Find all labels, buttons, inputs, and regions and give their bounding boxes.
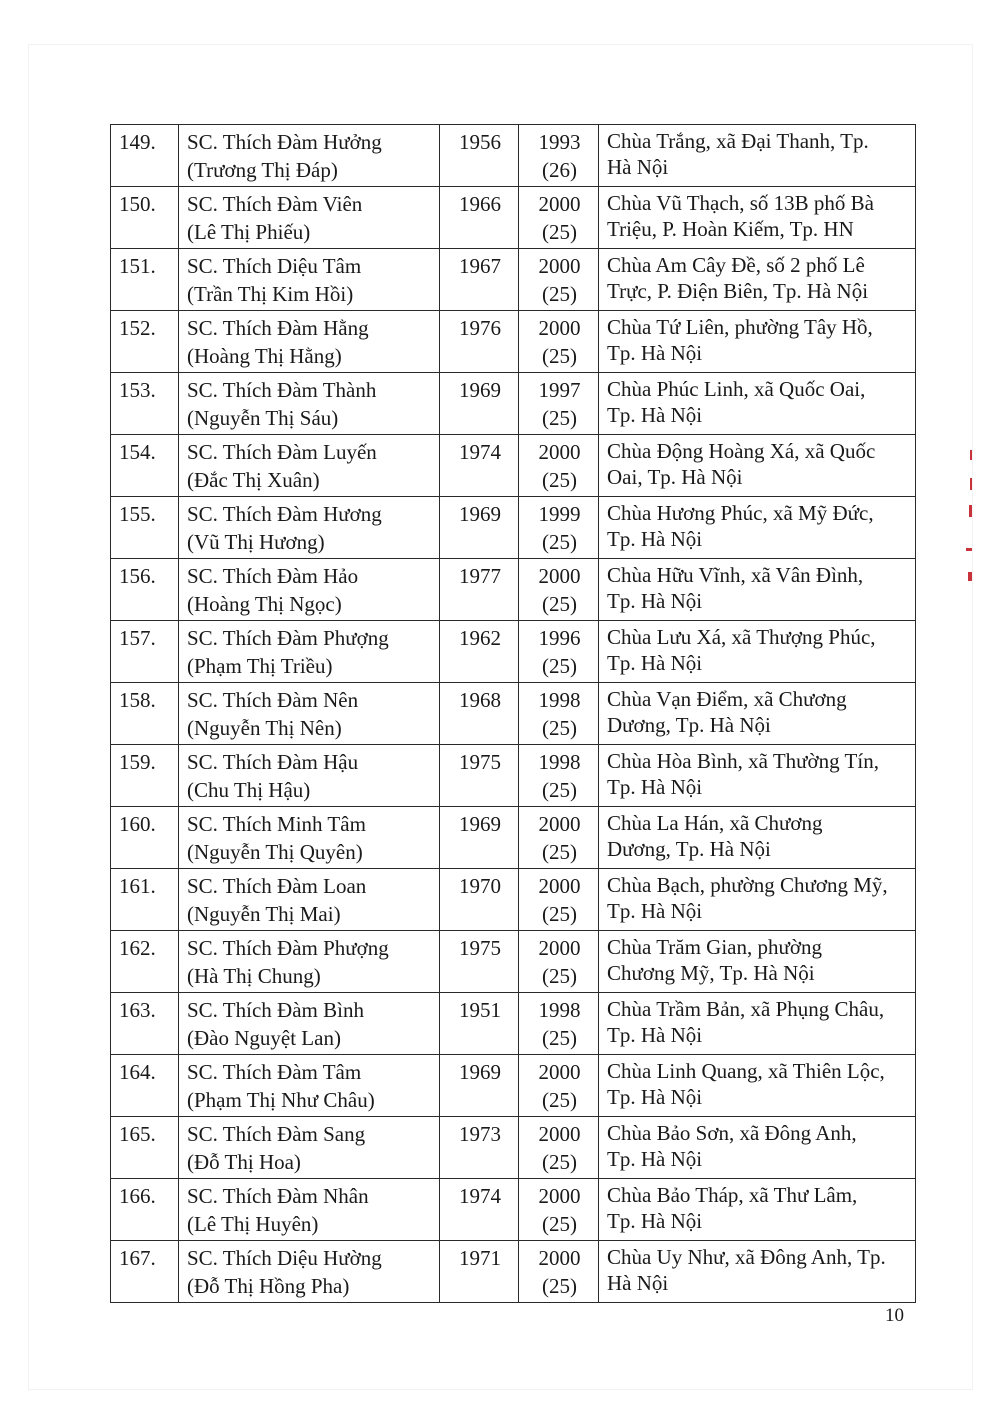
place-line-2: Tp. Hà Nội	[607, 527, 703, 551]
ordination-age: (25)	[542, 282, 577, 306]
ordination-cell	[519, 1055, 599, 1117]
place-line-2: Tp. Hà Nội	[607, 589, 703, 613]
name-cell	[179, 1117, 440, 1179]
ordination-age: (25)	[542, 964, 577, 988]
ordination-year: 2000	[538, 1060, 581, 1084]
religious-name: SC. Thích Đàm Phượng	[187, 626, 389, 650]
religious-name: SC. Thích Đàm Hảo	[187, 564, 359, 588]
lay-name: (Phạm Thị Triều)	[187, 654, 333, 678]
religious-name: SC. Thích Đàm Thành	[187, 378, 377, 402]
place-line-2: Tp. Hà Nội	[607, 1085, 703, 1109]
ordination-age: (25)	[542, 1150, 577, 1174]
birth-year-cell	[440, 435, 519, 497]
place-line-1: Chùa Uy Như, xã Đông Anh, Tp.	[607, 1245, 886, 1269]
ordination-year: 2000	[538, 316, 581, 340]
row-number-cell	[111, 621, 179, 683]
ordination-year: 2000	[538, 1246, 581, 1270]
place-cell	[599, 807, 916, 869]
lay-name: (Nguyễn Thị Mai)	[187, 902, 341, 926]
birth-year-cell	[440, 993, 519, 1055]
table-row	[111, 931, 916, 993]
birth-year: 1976	[459, 316, 501, 340]
place-line-1: Chùa Bạch, phường Chương Mỹ,	[607, 873, 888, 897]
ordination-year: 2000	[538, 1122, 581, 1146]
row-number: 149.	[119, 130, 156, 154]
ordination-year: 2000	[538, 812, 581, 836]
birth-year: 1969	[459, 502, 501, 526]
lay-name: (Đỗ Thị Hoa)	[187, 1150, 301, 1174]
row-number: 159.	[119, 750, 156, 774]
row-number: 156.	[119, 564, 156, 588]
row-number: 166.	[119, 1184, 156, 1208]
row-number: 152.	[119, 316, 156, 340]
place-cell	[599, 993, 916, 1055]
religious-name: SC. Thích Diệu Tâm	[187, 254, 362, 278]
name-cell	[179, 187, 440, 249]
ordination-cell	[519, 745, 599, 807]
birth-year-cell	[440, 683, 519, 745]
name-cell	[179, 621, 440, 683]
ordination-age: (25)	[542, 468, 577, 492]
ordination-cell	[519, 993, 599, 1055]
roster-table-body	[111, 125, 916, 1303]
scan-edge-mark	[968, 572, 972, 581]
place-line-1: Chùa Trăm Gian, phường	[607, 935, 822, 959]
ordination-year: 1998	[538, 998, 581, 1022]
place-line-1: Chùa La Hán, xã Chương	[607, 811, 823, 835]
row-number: 154.	[119, 440, 156, 464]
ordination-cell	[519, 1117, 599, 1179]
roster-table	[110, 124, 916, 1303]
lay-name: (Hà Thị Chung)	[187, 964, 321, 988]
ordination-age: (25)	[542, 778, 577, 802]
row-number: 167.	[119, 1246, 156, 1270]
row-number-cell	[111, 249, 179, 311]
row-number: 158.	[119, 688, 156, 712]
table-row	[111, 807, 916, 869]
lay-name: (Chu Thị Hậu)	[187, 778, 311, 802]
ordination-year: 2000	[538, 936, 581, 960]
place-line-2: Triệu, P. Hoàn Kiếm, Tp. HN	[607, 217, 854, 241]
place-cell	[599, 559, 916, 621]
scan-edge-mark	[969, 505, 972, 517]
name-cell	[179, 1179, 440, 1241]
place-cell	[599, 249, 916, 311]
birth-year: 1969	[459, 378, 501, 402]
birth-year-cell	[440, 931, 519, 993]
religious-name: SC. Thích Đàm Hậu	[187, 750, 359, 774]
birth-year: 1966	[459, 192, 501, 216]
ordination-cell	[519, 311, 599, 373]
name-cell	[179, 931, 440, 993]
place-line-2: Dương, Tp. Hà Nội	[607, 713, 771, 737]
religious-name: SC. Thích Đàm Bình	[187, 998, 364, 1022]
birth-year-cell	[440, 559, 519, 621]
row-number-cell	[111, 993, 179, 1055]
lay-name: (Vũ Thị Hương)	[187, 530, 325, 554]
ordination-cell	[519, 1241, 599, 1303]
birth-year: 1974	[459, 1184, 501, 1208]
row-number-cell	[111, 1117, 179, 1179]
ordination-age: (25)	[542, 716, 577, 740]
birth-year-cell	[440, 807, 519, 869]
place-cell	[599, 869, 916, 931]
place-line-2: Tp. Hà Nội	[607, 1209, 703, 1233]
birth-year: 1973	[459, 1122, 501, 1146]
religious-name: SC. Thích Đàm Hằng	[187, 316, 369, 340]
name-cell	[179, 311, 440, 373]
table-row	[111, 497, 916, 559]
ordination-year: 1999	[538, 502, 581, 526]
table-row	[111, 683, 916, 745]
ordination-cell	[519, 683, 599, 745]
birth-year: 1971	[459, 1246, 501, 1270]
lay-name: (Đào Nguyệt Lan)	[187, 1026, 341, 1050]
row-number: 151.	[119, 254, 156, 278]
birth-year: 1975	[459, 750, 501, 774]
name-cell	[179, 373, 440, 435]
lay-name: (Trần Thị Kim Hồi)	[187, 282, 354, 306]
place-cell	[599, 1179, 916, 1241]
religious-name: SC. Thích Đàm Nhân	[187, 1184, 369, 1208]
birth-year-cell	[440, 1117, 519, 1179]
religious-name: SC. Thích Diệu Hường	[187, 1246, 382, 1270]
ordination-age: (25)	[542, 1274, 577, 1298]
religious-name: SC. Thích Đàm Loan	[187, 874, 367, 898]
name-cell	[179, 683, 440, 745]
lay-name: (Nguyễn Thị Sáu)	[187, 406, 339, 430]
table-row	[111, 125, 916, 187]
lay-name: (Nguyễn Thị Quyên)	[187, 840, 363, 864]
table-row	[111, 187, 916, 249]
place-line-2: Tp. Hà Nội	[607, 651, 703, 675]
name-cell	[179, 559, 440, 621]
row-number-cell	[111, 187, 179, 249]
row-number: 155.	[119, 502, 156, 526]
ordination-year: 1993	[538, 130, 581, 154]
row-number-cell	[111, 931, 179, 993]
ordination-cell	[519, 869, 599, 931]
place-line-2: Tp. Hà Nội	[607, 899, 703, 923]
place-cell	[599, 745, 916, 807]
scan-edge-mark	[970, 478, 972, 490]
birth-year-cell	[440, 249, 519, 311]
lay-name: (Trương Thị Đáp)	[187, 158, 338, 182]
place-line-1: Chùa Hữu Vĩnh, xã Vân Đình,	[607, 563, 864, 587]
scan-edge-mark	[966, 548, 972, 551]
name-cell	[179, 125, 440, 187]
name-cell	[179, 1055, 440, 1117]
place-line-2: Dương, Tp. Hà Nội	[607, 837, 771, 861]
birth-year: 1967	[459, 254, 501, 278]
place-line-1: Chùa Lưu Xá, xã Thượng Phúc,	[607, 625, 876, 649]
table-row	[111, 993, 916, 1055]
lay-name: (Đắc Thị Xuân)	[187, 468, 320, 492]
ordination-cell	[519, 621, 599, 683]
lay-name: (Lê Thị Phiếu)	[187, 220, 311, 244]
ordination-year: 1998	[538, 688, 581, 712]
ordination-cell	[519, 559, 599, 621]
table-row	[111, 621, 916, 683]
ordination-year: 1998	[538, 750, 581, 774]
place-cell	[599, 621, 916, 683]
ordination-age: (25)	[542, 406, 577, 430]
birth-year: 1969	[459, 1060, 501, 1084]
table-row	[111, 249, 916, 311]
ordination-cell	[519, 249, 599, 311]
row-number-cell	[111, 497, 179, 559]
ordination-year: 2000	[538, 1184, 581, 1208]
place-cell	[599, 683, 916, 745]
row-number-cell	[111, 559, 179, 621]
place-line-1: Chùa Bảo Sơn, xã Đông Anh,	[607, 1121, 857, 1145]
table-row	[111, 559, 916, 621]
place-line-2: Hà Nội	[607, 1271, 669, 1295]
birth-year: 1975	[459, 936, 501, 960]
ordination-year: 2000	[538, 440, 581, 464]
lay-name: (Nguyễn Thị Nên)	[187, 716, 342, 740]
place-line-1: Chùa Linh Quang, xã Thiên Lộc,	[607, 1059, 885, 1083]
place-line-2: Trực, P. Điện Biên, Tp. Hà Nội	[607, 279, 869, 303]
ordination-cell	[519, 373, 599, 435]
ordination-year: 1996	[538, 626, 581, 650]
place-line-1: Chùa Trầm Bản, xã Phụng Châu,	[607, 997, 885, 1021]
birth-year: 1974	[459, 440, 501, 464]
ordination-cell	[519, 435, 599, 497]
name-cell	[179, 249, 440, 311]
ordination-cell	[519, 1179, 599, 1241]
place-line-2: Hà Nội	[607, 155, 669, 179]
birth-year: 1962	[459, 626, 501, 650]
row-number: 161.	[119, 874, 156, 898]
religious-name: SC. Thích Đàm Sang	[187, 1122, 366, 1146]
religious-name: SC. Thích Đàm Phượng	[187, 936, 389, 960]
ordination-year: 2000	[538, 564, 581, 588]
birth-year-cell	[440, 1241, 519, 1303]
ordination-age: (25)	[542, 840, 577, 864]
ordination-age: (25)	[542, 344, 577, 368]
name-cell	[179, 497, 440, 559]
place-line-1: Chùa Tứ Liên, phường Tây Hồ,	[607, 315, 873, 339]
place-line-2: Tp. Hà Nội	[607, 1023, 703, 1047]
name-cell	[179, 435, 440, 497]
table-row	[111, 1179, 916, 1241]
birth-year-cell	[440, 497, 519, 559]
place-cell	[599, 1117, 916, 1179]
place-cell	[599, 435, 916, 497]
table-row	[111, 1055, 916, 1117]
religious-name: SC. Thích Đàm Viên	[187, 192, 363, 216]
ordination-age: (25)	[542, 1212, 577, 1236]
row-number-cell	[111, 373, 179, 435]
row-number: 165.	[119, 1122, 156, 1146]
birth-year-cell	[440, 311, 519, 373]
ordination-age: (26)	[542, 158, 577, 182]
religious-name: SC. Thích Đàm Luyến	[187, 440, 377, 464]
birth-year-cell	[440, 1179, 519, 1241]
lay-name: (Hoàng Thị Hằng)	[187, 344, 342, 368]
row-number: 153.	[119, 378, 156, 402]
place-line-2: Tp. Hà Nội	[607, 775, 703, 799]
ordination-year: 2000	[538, 192, 581, 216]
row-number-cell	[111, 869, 179, 931]
row-number: 150.	[119, 192, 156, 216]
ordination-year: 2000	[538, 254, 581, 278]
ordination-cell	[519, 807, 599, 869]
birth-year-cell	[440, 373, 519, 435]
place-cell	[599, 125, 916, 187]
scan-edge-mark	[970, 450, 972, 460]
birth-year: 1951	[459, 998, 501, 1022]
ordination-year: 2000	[538, 874, 581, 898]
page-number: 10	[885, 1305, 904, 1326]
birth-year: 1977	[459, 564, 501, 588]
place-line-1: Chùa Hòa Bình, xã Thường Tín,	[607, 749, 879, 773]
row-number-cell	[111, 1241, 179, 1303]
birth-year: 1970	[459, 874, 501, 898]
ordination-age: (25)	[542, 1026, 577, 1050]
lay-name: (Hoàng Thị Ngọc)	[187, 592, 342, 616]
row-number-cell	[111, 745, 179, 807]
name-cell	[179, 807, 440, 869]
place-cell	[599, 373, 916, 435]
place-line-1: Chùa Bảo Tháp, xã Thư Lâm,	[607, 1183, 858, 1207]
ordination-age: (25)	[542, 1088, 577, 1112]
row-number-cell	[111, 1179, 179, 1241]
table-row	[111, 311, 916, 373]
row-number-cell	[111, 311, 179, 373]
table-row	[111, 1117, 916, 1179]
name-cell	[179, 1241, 440, 1303]
lay-name: (Đỗ Thị Hồng Pha)	[187, 1274, 350, 1298]
name-cell	[179, 869, 440, 931]
table-row	[111, 373, 916, 435]
row-number: 157.	[119, 626, 156, 650]
religious-name: SC. Thích Đàm Nên	[187, 688, 359, 712]
row-number: 163.	[119, 998, 156, 1022]
place-cell	[599, 497, 916, 559]
table-row	[111, 869, 916, 931]
place-cell	[599, 1055, 916, 1117]
ordination-cell	[519, 187, 599, 249]
place-line-1: Chùa Am Cây Đề, số 2 phố Lê	[607, 253, 865, 277]
place-line-2: Tp. Hà Nội	[607, 403, 703, 427]
place-line-1: Chùa Động Hoàng Xá, xã Quốc	[607, 439, 876, 463]
table-row	[111, 435, 916, 497]
place-cell	[599, 931, 916, 993]
ordination-cell	[519, 931, 599, 993]
row-number: 160.	[119, 812, 156, 836]
ordination-cell	[519, 125, 599, 187]
religious-name: SC. Thích Đàm Tâm	[187, 1060, 362, 1084]
name-cell	[179, 993, 440, 1055]
row-number-cell	[111, 807, 179, 869]
birth-year-cell	[440, 125, 519, 187]
place-line-1: Chùa Vạn Điểm, xã Chương	[607, 687, 847, 711]
place-line-2: Tp. Hà Nội	[607, 341, 703, 365]
row-number-cell	[111, 683, 179, 745]
birth-year: 1956	[459, 130, 501, 154]
table-row	[111, 745, 916, 807]
birth-year-cell	[440, 1055, 519, 1117]
ordination-cell	[519, 497, 599, 559]
birth-year: 1969	[459, 812, 501, 836]
ordination-year: 1997	[538, 378, 581, 402]
row-number-cell	[111, 125, 179, 187]
row-number: 162.	[119, 936, 156, 960]
place-cell	[599, 187, 916, 249]
place-line-1: Chùa Trắng, xã Đại Thanh, Tp.	[607, 129, 869, 153]
religious-name: SC. Thích Đàm Hưởng	[187, 130, 382, 154]
row-number-cell	[111, 1055, 179, 1117]
ordination-age: (25)	[542, 530, 577, 554]
table-row	[111, 1241, 916, 1303]
lay-name: (Phạm Thị Như Châu)	[187, 1088, 375, 1112]
row-number-cell	[111, 435, 179, 497]
birth-year-cell	[440, 621, 519, 683]
place-cell	[599, 1241, 916, 1303]
place-line-2: Chương Mỹ, Tp. Hà Nội	[607, 961, 815, 985]
place-cell	[599, 311, 916, 373]
row-number: 164.	[119, 1060, 156, 1084]
ordination-age: (25)	[542, 654, 577, 678]
ordination-age: (25)	[542, 592, 577, 616]
place-line-2: Tp. Hà Nội	[607, 1147, 703, 1171]
lay-name: (Lê Thị Huyên)	[187, 1212, 319, 1236]
birth-year-cell	[440, 745, 519, 807]
birth-year-cell	[440, 187, 519, 249]
ordination-age: (25)	[542, 902, 577, 926]
birth-year-cell	[440, 869, 519, 931]
ordination-age: (25)	[542, 220, 577, 244]
religious-name: SC. Thích Đàm Hương	[187, 502, 382, 526]
place-line-1: Chùa Hương Phúc, xã Mỹ Đức,	[607, 501, 874, 525]
birth-year: 1968	[459, 688, 501, 712]
place-line-1: Chùa Phúc Linh, xã Quốc Oai,	[607, 377, 866, 401]
place-line-1: Chùa Vũ Thạch, số 13B phố Bà	[607, 191, 874, 215]
place-line-2: Oai, Tp. Hà Nội	[607, 465, 743, 489]
religious-name: SC. Thích Minh Tâm	[187, 812, 366, 836]
name-cell	[179, 745, 440, 807]
